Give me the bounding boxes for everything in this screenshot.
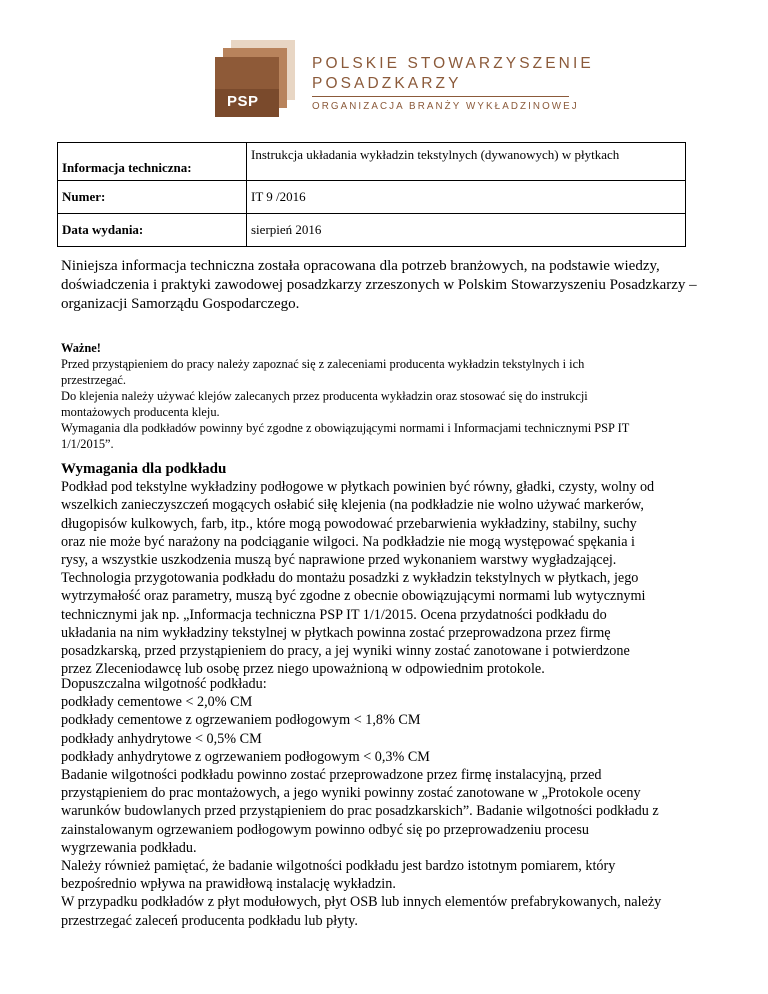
important-title: Ważne! bbox=[61, 341, 101, 355]
org-divider bbox=[312, 96, 569, 97]
info-table bbox=[57, 142, 686, 247]
moisture-section: Dopuszczalna wilgotność podkładu: podkłady cementowe < 2,0% CM podkłady cementowe z ogrzewaniem podłogowym < 1,8% CM podkłady anhydrytowe < 0,5% CM podkłady anhydrytowe z ogrzewaniem podłogowym < 0,3% CM Badanie wilgotności podkładu powinno zostać przeprowadzone przez firmę instalacyjną, przed przystąpieniem do prac montażowych, a jego wyniki powinny zostać zanotowane w „Protokole oceny warunków budowlanych przed przystąpieniem do prac posadzkarskich”. Badanie wilgotności podkładu z zainstalowanym ogrzewaniem podłogowym powinno odbyć się po przeprowadzeniu procesu wygrzewania podkładu. Należy również pamiętać, że badanie wilgotności podkładu jest bardzo istotnym pomiarem, który bezpośrednio wpływa na prawidłową instalację wykładzin. W przypadku podkładów z płyt modułowych, płyt OSB lub innych elementów prefabrykowanych, należy przestrzegać zaleceń producenta podkładu lub płyty. bbox=[61, 676, 662, 929]
info-label: Numer: bbox=[58, 181, 247, 214]
org-subtitle: ORGANIZACJA BRANŻY WYKŁADZINOWEJ bbox=[312, 101, 579, 112]
logo-psp-text: PSP bbox=[227, 93, 259, 110]
info-value: sierpień 2016 bbox=[247, 214, 686, 247]
info-label: Data wydania: bbox=[58, 214, 247, 247]
section-heading: Wymagania dla podkładu bbox=[61, 461, 227, 477]
info-value: IT 9 /2016 bbox=[247, 181, 686, 214]
table-row bbox=[58, 143, 686, 181]
important-notice: Ważne! Przed przystąpieniem do pracy należy zapoznać się z zaleceniami producenta wykładzin tekstylnych i ich przestrzegać. Do klejenia należy używać klejów zalecanych przez producenta wykładzin oraz stosować się do instrukcji montażowych producenta kleju. Wymagania dla podkładów powinny być zgodne z obowiązującymi normami i Informacjami technicznymi PSP IT 1/1/2015”. bbox=[61, 340, 721, 452]
org-name-line2: POSADZKARZY bbox=[312, 75, 462, 92]
intro-paragraph: Niniejsza informacja techniczna została opracowana dla potrzeb branżowych, na podstawie wiedzy, doświadczenia i praktyki zawodowej posadzkarzy zrzeszonych w Polskim Stowarzyszeniu Posadzkarzy – organizacji Samorządu Gospodarczego. bbox=[61, 258, 697, 312]
org-name-line1: POLSKIE STOWARZYSZENIE bbox=[312, 55, 594, 72]
info-label: Informacja techniczna: bbox=[58, 143, 247, 181]
substrate-section: Wymagania dla podkładu Podkład pod tekstylne wykładziny podłogowe w płytkach powinien być równy, gładki, czysty, wolny od wszelkich zanieczyszczeń mogących osłabić siłę klejenia (na podkładzie nie wolno używać markerów, długopisów kulkowych, farb, itp., które mogą powodować przebarwienia wykładziny, stabilny, suchy oraz nie może być narażony na podciąganie wilgoci. Na podkładzie nie mogą występować spękania i rysy, a wszystkie uszkodzenia muszą być naprawione przed wykonaniem warstwy wygładzającej. Technologia przygotowania podkładu do montażu posadzki z wykładzin tekstylnych w płytkach, jego wytrzymałość oraz parametry, muszą być zgodne z obecnie obowiązującymi normami lub wytycznymi technicznymi jak np. „Informacja techniczna PSP IT 1/1/2015. Ocena przydatności podkładu do układania na nim wykładziny tekstylnej w płytkach powinna zostać przeprowadzona przez firmę posadzkarską, przed przystąpieniem do pracy, a jej wyniki winny zostać zanotowane i potwierdzone przez Zleceniodawcę lub osobę przez niego upoważnioną w odpowiednim protokole. bbox=[61, 460, 726, 678]
table-row bbox=[58, 214, 686, 247]
table-row bbox=[58, 181, 686, 214]
info-value: Instrukcja układania wykładzin tekstylnych (dywanowych) w płytkach bbox=[247, 143, 686, 181]
